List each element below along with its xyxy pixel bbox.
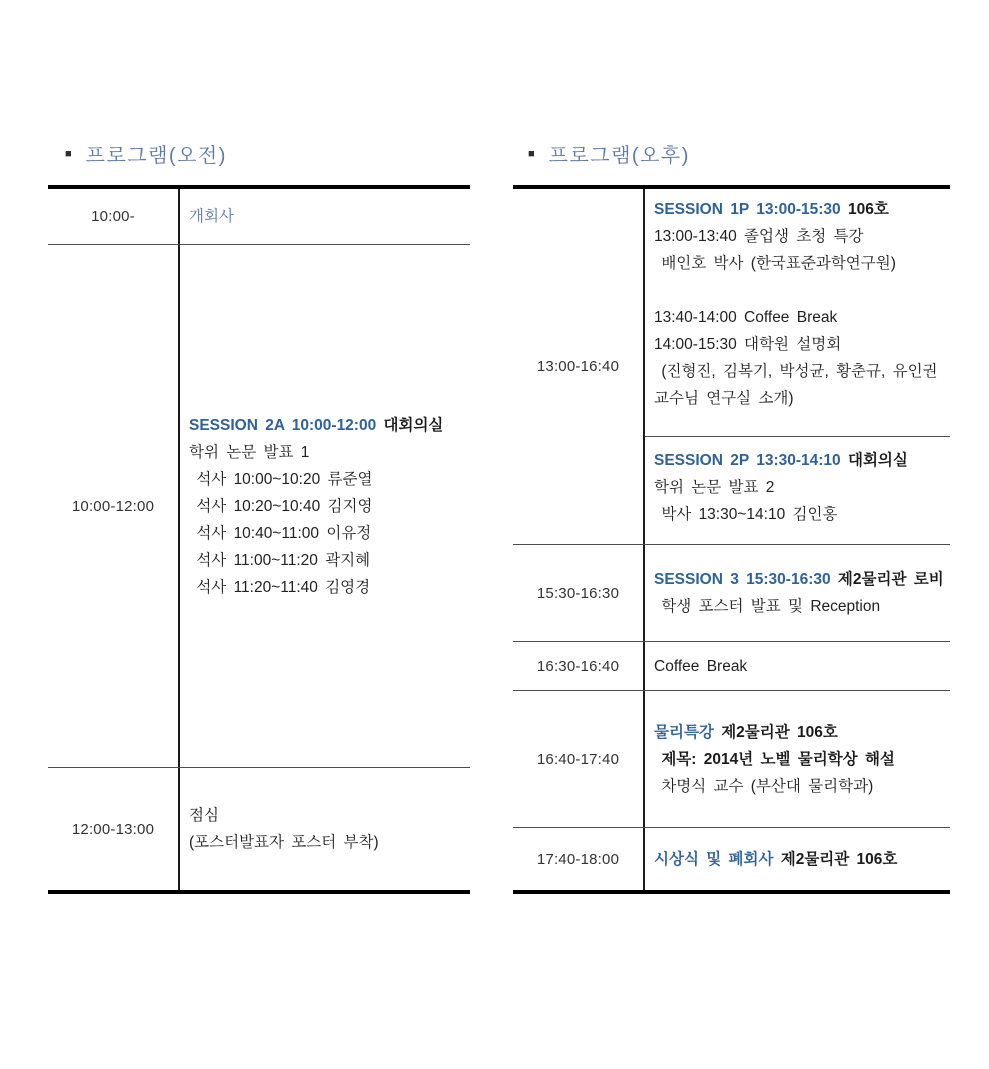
- table-row: [48, 244, 470, 767]
- text-segment: SESSION 1P 13:00-15:30: [654, 201, 848, 218]
- table-row: [48, 189, 470, 244]
- content-block: [180, 189, 470, 244]
- text-line: [654, 566, 946, 593]
- text-segment: 학위 논문 발표 2: [654, 479, 775, 496]
- text-segment: 석사 10:00~10:20 류준열: [189, 470, 373, 488]
- text-line: [654, 501, 946, 528]
- text-line: [654, 223, 946, 250]
- text-line: [654, 593, 946, 620]
- text-line: [654, 653, 946, 680]
- text-line: [189, 802, 466, 829]
- text-segment: (진형진, 김복기, 박성균, 황춘규, 유인권: [654, 363, 938, 380]
- text-line: [189, 547, 466, 574]
- text-segment: 개회사: [189, 208, 234, 225]
- text-segment: 학생 포스터 발표 및 Reception: [654, 598, 881, 615]
- text-line: [654, 331, 946, 358]
- text-line: [654, 746, 946, 773]
- text-line: [654, 304, 946, 331]
- text-line: [654, 250, 946, 277]
- table-row: [513, 544, 950, 641]
- text-line: [189, 829, 466, 856]
- table-row: [48, 767, 470, 890]
- text-line: [654, 196, 946, 223]
- content-block: [645, 189, 950, 436]
- section-title-afternoon: 프로그램(오후): [548, 145, 690, 167]
- text-segment: (포스터발표자 포스터 부착): [189, 834, 379, 851]
- text-line: [654, 719, 946, 746]
- text-segment: SESSION 3 15:30-16:30: [654, 571, 838, 588]
- text-segment: 석사 10:40~11:00 이유정: [189, 524, 372, 542]
- section-title-morning: 프로그램(오전): [85, 145, 227, 167]
- text-segment: 대회의실: [847, 452, 908, 469]
- table-row: [513, 641, 950, 690]
- text-line: [189, 520, 466, 547]
- section-header-afternoon: [528, 139, 690, 168]
- table-row: [513, 827, 950, 890]
- text-line: [654, 447, 946, 474]
- morning-schedule-table: [48, 185, 470, 894]
- text-line: [654, 358, 946, 385]
- text-segment: 점심: [189, 807, 219, 824]
- text-line: [189, 493, 466, 520]
- content-cell: [645, 545, 950, 641]
- text-line: [654, 773, 946, 800]
- text-segment: 제목: 2014년 노벨 물리학상 해설: [654, 750, 895, 768]
- text-segment: SESSION 2P 13:30-14:10: [654, 452, 848, 469]
- content-block: [180, 768, 470, 890]
- text-segment: 제2물리관 106호: [780, 850, 898, 868]
- content-cell: [180, 189, 470, 244]
- text-line: [654, 277, 946, 304]
- text-segment: 시상식 및 폐회사: [654, 850, 781, 868]
- content-block: [645, 545, 950, 641]
- content-block: [645, 436, 950, 544]
- text-segment: 석사 11:20~11:40 김영경: [189, 578, 371, 596]
- content-block: [180, 245, 470, 767]
- content-cell: [645, 828, 950, 890]
- content-block: [645, 691, 950, 827]
- text-line: [189, 439, 466, 466]
- content-cell: [645, 691, 950, 827]
- time-cell: 10:00-: [48, 189, 180, 244]
- text-segment: 13:40-14:00 Coffee Break: [654, 309, 838, 326]
- text-line: [654, 846, 946, 873]
- time-cell: 10:00-12:00: [48, 245, 180, 767]
- content-cell: [645, 189, 950, 544]
- text-segment: 제2물리관 로비: [837, 571, 944, 588]
- text-line: [189, 412, 466, 439]
- text-line: [189, 466, 466, 493]
- text-segment: 대회의실: [383, 416, 444, 434]
- time-cell: 12:00-13:00: [48, 768, 180, 890]
- text-segment: 석사 10:20~10:40 김지영: [189, 497, 373, 515]
- afternoon-schedule-table: [513, 185, 950, 894]
- text-line: [189, 574, 466, 601]
- content-block: [645, 828, 950, 890]
- text-segment: Coffee Break: [654, 657, 748, 675]
- text-line: [654, 474, 946, 501]
- square-bullet-icon: ■: [528, 147, 535, 160]
- time-cell: 13:00-16:40: [513, 189, 645, 544]
- text-segment: 14:00-15:30 대학원 설명회: [654, 336, 842, 353]
- time-cell: 16:40-17:40: [513, 691, 645, 827]
- text-segment: 배인호 박사 (한국표준과학연구원): [654, 255, 896, 272]
- text-segment: 학위 논문 발표 1: [189, 443, 310, 461]
- text-segment: 교수님 연구실 소개): [654, 390, 794, 407]
- content-cell: [645, 642, 950, 690]
- text-segment: 차명식 교수 (부산대 물리학과): [654, 777, 874, 795]
- time-cell: 15:30-16:30: [513, 545, 645, 641]
- table-row: [513, 189, 950, 544]
- content-block: [645, 642, 950, 690]
- table-row: [513, 690, 950, 827]
- text-segment: 13:00-13:40 졸업생 초청 특강: [654, 228, 864, 245]
- text-segment: 106호: [847, 201, 889, 218]
- time-cell: 16:30-16:40: [513, 642, 645, 690]
- time-cell: 17:40-18:00: [513, 828, 645, 890]
- content-cell: [180, 245, 470, 767]
- text-segment: 제2물리관 106호: [721, 723, 838, 741]
- square-bullet-icon: ■: [65, 147, 72, 160]
- text-segment: 박사 13:30~14:10 김인홍: [654, 506, 838, 523]
- text-segment: 물리특강: [654, 723, 722, 741]
- text-line: [654, 385, 946, 412]
- text-segment: SESSION 2A 10:00-12:00: [189, 416, 384, 434]
- content-cell: [180, 768, 470, 890]
- text-line: [189, 203, 466, 230]
- section-header-morning: [65, 139, 227, 168]
- text-segment: 석사 11:00~11:20 곽지혜: [189, 551, 371, 569]
